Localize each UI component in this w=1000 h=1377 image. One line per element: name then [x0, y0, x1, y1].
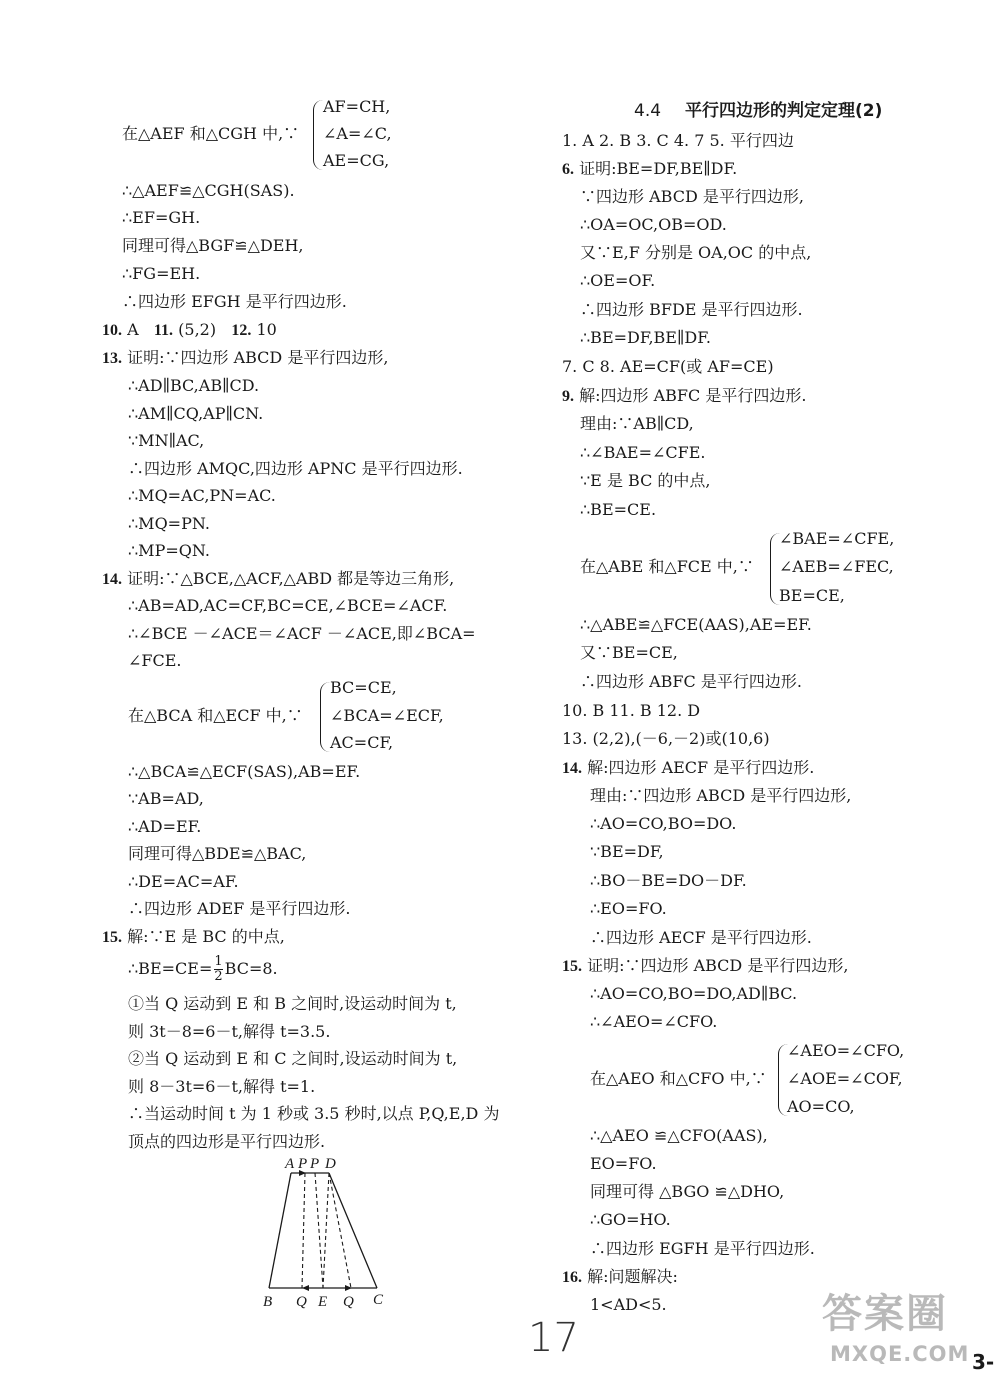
numerator: 1 [214, 954, 223, 970]
text-line: ∵四边形 ABCD 是平行四边形, [580, 187, 804, 206]
question-number: 15. [562, 958, 582, 975]
system-line: AO=CO, [787, 1097, 855, 1116]
segment-DQ [329, 1173, 351, 1288]
side-DC [329, 1173, 377, 1288]
text-line: ∴AD∥BC,AB∥CD. [128, 376, 260, 395]
question-number: 9. [562, 388, 574, 405]
label-P: P [298, 1156, 308, 1172]
text-line: ∴AO=CO,BO=DO. [590, 814, 737, 833]
question-text: 证明:∵四边形 ABCD 是平行四边形, [587, 956, 849, 975]
text-line: ∵E 是 BC 的中点, [580, 471, 711, 490]
text-line: ∴AB=AD,AC=CF,BC=CE,∠BCE=∠ACF. [128, 596, 448, 615]
question-number: 11. [153, 322, 174, 339]
text-line: 在△AEO 和△CFO 中,∵ [590, 1069, 767, 1088]
text-line: ∵MN∥AC, [128, 431, 205, 450]
text-line: ∴AO=CO,BO=DO,AD∥BC. [590, 984, 798, 1003]
question-text: 证明:BE=DF,BE∥DF. [579, 159, 738, 178]
question-16 [562, 1269, 678, 1286]
text-line: ∴△AEO ≌△CFO(AAS), [590, 1126, 768, 1145]
text-segment: BC=8. [224, 959, 278, 978]
answer: (5,2) [178, 320, 217, 339]
question-number: 14. [562, 760, 582, 777]
question-14 [562, 760, 814, 777]
text-line: 又∵BE=CE, [580, 643, 678, 662]
text-line: ∴△AEF≌△CGH(SAS). [122, 181, 295, 200]
question-number: 10. [102, 322, 122, 339]
text-line: ∴OE=OF. [580, 271, 656, 290]
label-Q: Q [296, 1294, 307, 1310]
fraction [214, 955, 222, 983]
text-line: 则 8－3t=6－t,解得 t=1. [128, 1077, 316, 1096]
question-text: 解:问题解决: [587, 1267, 678, 1286]
system-line: AE=CG, [323, 151, 390, 170]
text-line: ∴BE=CE. [580, 500, 657, 519]
text-line: ∴FG=EH. [122, 264, 201, 283]
question-number: 13. [102, 350, 122, 367]
fraction-line [128, 955, 278, 984]
answers-10-12 [102, 322, 277, 339]
text-line: ∴BE=DF,BE∥DF. [580, 328, 711, 347]
system-line: ∠AOE=∠COF, [787, 1069, 903, 1088]
text-line: ∠FCE. [128, 651, 182, 670]
dashed-segments [302, 1173, 351, 1288]
text-line: ∵BE=DF, [590, 842, 664, 861]
system-line: ∠A=∠C, [323, 124, 392, 143]
question-14 [102, 571, 454, 588]
text-line: ∴四边形 EFGH 是平行四边形. [122, 292, 347, 311]
text-line: 在△ABE 和△FCE 中,∵ [580, 557, 754, 576]
text-line: 又∵E,F 分别是 OA,OC 的中点, [580, 243, 812, 262]
text-line: 在△BCA 和△ECF 中,∵ [128, 706, 303, 725]
answer: 10 [256, 320, 277, 339]
text-line: 1<AD<5. [590, 1295, 667, 1314]
watermark-url: MXQE.COM [830, 1342, 970, 1366]
system-line: AC=CF, [330, 733, 394, 752]
text-line: ∴四边形 EGFH 是平行四边形. [590, 1239, 815, 1258]
text-line: ①当 Q 运动到 E 和 B 之间时,设运动时间为 t, [128, 994, 457, 1013]
segment-PQ [302, 1173, 305, 1288]
section-heading [634, 103, 882, 120]
text-segment: ∴BE=CE= [128, 959, 213, 978]
question-text: 解:四边形 ABFC 是平行四边形. [579, 386, 807, 405]
page-number-fragment: 3- [972, 1350, 995, 1374]
system-line: BE=CE, [779, 586, 845, 605]
denominator: 2 [214, 969, 223, 984]
question-text: 解:∵E 是 BC 的中点, [127, 927, 285, 946]
system-line: ∠BCA=∠ECF, [330, 706, 444, 725]
text-line: ∵AB=AD, [128, 789, 204, 808]
text-line: ∴∠AEO=∠CFO. [590, 1012, 718, 1031]
text-line: EO=FO. [590, 1154, 657, 1173]
text-line: 同理可得 △BGO ≌△DHO, [590, 1182, 785, 1201]
text-line: ∴四边形 ABFC 是平行四边形. [580, 672, 802, 691]
section-title: 平行四边形的判定定理(2) [684, 101, 883, 121]
answers-1-5: 1. A 2. B 3. C 4. 7 5. 平行四边 [562, 131, 794, 150]
text-line: ∴MQ=AC,PN=AC. [128, 486, 276, 505]
text-line: 顶点的四边形是平行四边形. [128, 1132, 326, 1151]
text-line: 同理可得△BGF≌△DEH, [122, 236, 304, 255]
text-line: ∴AM∥CQ,AP∥CN. [128, 404, 264, 423]
text-line: ∴EO=FO. [590, 899, 667, 918]
text-line: 理由:∵四边形 ABCD 是平行四边形, [590, 786, 852, 805]
question-number: 6. [562, 161, 574, 178]
label-Q: Q [343, 1294, 354, 1310]
question-15 [102, 929, 285, 946]
text-line: 理由:∵AB∥CD, [580, 414, 694, 433]
label-D: D [325, 1156, 336, 1172]
text-line: ∴EF=GH. [122, 208, 201, 227]
question-number: 12. [231, 322, 252, 339]
question-6 [562, 161, 737, 178]
arrow-head [302, 1285, 309, 1291]
question-number: 15. [102, 929, 122, 946]
label-B: B [263, 1294, 273, 1310]
text-line: ∴当运动时间 t 为 1 秒或 3.5 秒时,以点 P,Q,E,D 为 [128, 1104, 500, 1123]
system-line: BC=CE, [330, 678, 397, 697]
text-line: ∴△BCA≌△ECF(SAS),AB=EF. [128, 762, 361, 781]
text-line: 则 3t－8=6－t,解得 t=3.5. [128, 1022, 331, 1041]
question-number: 14. [102, 571, 122, 588]
text-line: ∴∠BAE=∠CFE. [580, 443, 706, 462]
answers-10-12: 10. B 11. B 12. D [562, 701, 701, 720]
text-line: ∴四边形 AECF 是平行四边形. [590, 928, 812, 947]
text-line: ∴∠BCE －∠ACE＝∠ACF －∠ACE,即∠BCA= [128, 624, 476, 643]
text-line: ∴AD=EF. [128, 817, 202, 836]
question-text: 证明:∵△BCE,△ACF,△ABD 都是等边三角形, [127, 569, 455, 588]
figure-lines [269, 1173, 377, 1288]
watermark-logo: 答案圈 [822, 1291, 948, 1337]
label-C: C [373, 1292, 384, 1308]
answers-7-8: 7. C 8. AE=CF(或 AF=CE) [562, 357, 774, 376]
system-line: ∠AEO=∠CFO, [787, 1041, 905, 1060]
system-line: ∠AEB=∠FEC, [779, 557, 894, 576]
system-line: ∠BAE=∠CFE, [779, 529, 895, 548]
text-line: ∴四边形 BFDE 是平行四边形. [580, 300, 803, 319]
segment-DE [323, 1173, 329, 1288]
handwritten-page-number: 17 [528, 1315, 579, 1361]
text-line: ∴DE=AC=AF. [128, 872, 239, 891]
side-AB [269, 1173, 291, 1288]
answer: A [127, 320, 139, 339]
question-15 [562, 958, 848, 975]
question-9 [562, 388, 806, 405]
text-line: 在△AEF 和△CGH 中,∵ [122, 124, 300, 143]
text-line: ②当 Q 运动到 E 和 C 之间时,设运动时间为 t, [128, 1049, 458, 1068]
label-A: A [285, 1156, 295, 1172]
segment-PE [315, 1173, 323, 1288]
section-number: 4.4 [634, 101, 662, 121]
text-line: ∴GO=HO. [590, 1210, 671, 1229]
text-line: ∴四边形 AMQC,四边形 APNC 是平行四边形. [128, 459, 463, 478]
text-line: ∴OA=OC,OB=OD. [580, 215, 727, 234]
question-text: 证明:∵四边形 ABCD 是平行四边形, [127, 348, 389, 367]
text-line: ∴MP=QN. [128, 541, 210, 560]
trapezoid-figure [255, 1150, 405, 1310]
question-text: 解:四边形 AECF 是平行四边形. [587, 758, 815, 777]
text-line: ∴△ABE≌△FCE(AAS),AE=EF. [580, 615, 812, 634]
label-E: E [318, 1294, 328, 1310]
system-line: AF=CH, [323, 97, 391, 116]
text-line: ∴MQ=PN. [128, 514, 210, 533]
question-13 [102, 350, 388, 367]
text-line: ∴BO－BE=DO－DF. [590, 871, 747, 890]
answer-13: 13. (2,2),(－6,－2)或(10,6) [562, 729, 770, 748]
label-P: P [310, 1156, 320, 1172]
text-line: ∴四边形 ADEF 是平行四边形. [128, 899, 351, 918]
question-number: 16. [562, 1269, 582, 1286]
text-line: 同理可得△BDE≌△BAC, [128, 844, 307, 863]
